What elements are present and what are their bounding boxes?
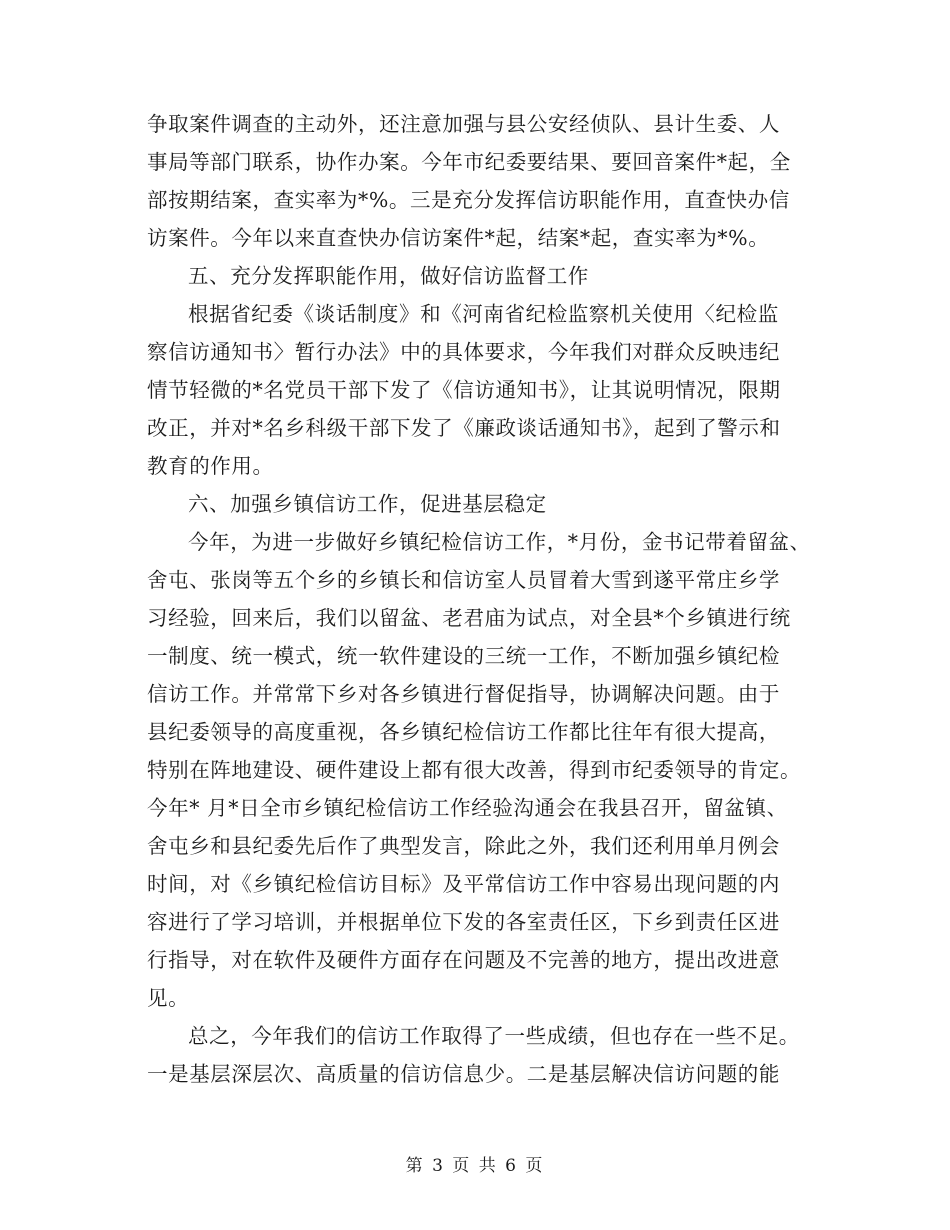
body-text-line: 行指导，对在软件及硬件方面存在问题及不完善的地方，提出改进意	[147, 948, 780, 972]
body-text-line: 根据省纪委《谈话制度》和《河南省纪检监察机关使用〈纪检监	[188, 302, 779, 326]
body-text-line: 察信访通知书〉暂行办法》中的具体要求，今年我们对群众反映违纪	[147, 340, 780, 364]
body-text-line: 情节轻微的*名党员干部下发了《信访通知书》，让其说明情况，限期	[147, 378, 781, 402]
section-heading: 五、充分发挥职能作用，做好信访监督工作	[188, 264, 589, 288]
body-text-line: 总之，今年我们的信访工作取得了一些成绩，但也存在一些不足。	[188, 1024, 800, 1048]
body-text-line: 舍屯、张岗等五个乡的乡镇长和信访室人员冒着大雪到遂平常庄乡学	[147, 568, 780, 592]
body-text-line: 一制度、统一模式，统一软件建设的三统一工作，不断加强乡镇纪检	[147, 644, 780, 668]
body-text-line: 时间，对《乡镇纪检信访目标》及平常信访工作中容易出现问题的内	[147, 872, 780, 896]
body-text-line: 容进行了学习培训，并根据单位下发的各室责任区，下乡到责任区进	[147, 910, 780, 934]
body-text-line: 习经验，回来后，我们以留盆、老君庙为试点，对全县*个乡镇进行统	[147, 606, 791, 630]
body-text-line: 争取案件调查的主动外，还注意加强与县公安经侦队、县计生委、人	[147, 112, 780, 136]
section-heading: 六、加强乡镇信访工作，促进基层稳定	[188, 492, 547, 516]
body-text-line: 改正，并对*名乡科级干部下发了《廉政谈话通知书》，起到了警示和	[147, 416, 781, 440]
body-text-line: 信访工作。并常常下乡对各乡镇进行督促指导，协调解决问题。由于	[147, 682, 780, 706]
body-text-line: 一是基层深层次、高质量的信访信息少。二是基层解决信访问题的能	[147, 1062, 780, 1086]
body-text-line: 事局等部门联系，协作办案。今年市纪委要结果、要回音案件*起，全	[147, 150, 791, 174]
body-text-line: 今年，为进一步做好乡镇纪检信访工作，*月份，金书记带着留盆、	[188, 530, 811, 554]
body-text-line: 部按期结案，查实率为*%。三是充分发挥信访职能作用，直查快办信	[147, 188, 790, 212]
body-text-line: 今年* 月*日全市乡镇纪检信访工作经验沟通会在我县召开，留盆镇、	[147, 796, 788, 820]
body-text-line: 访案件。今年以来直查快办信访案件*起，结案*起，查实率为*%。	[147, 226, 770, 250]
body-text-line: 舍屯乡和县纪委先后作了典型发言，除此之外，我们还利用单月例会	[147, 834, 780, 858]
body-text-line: 教育的作用。	[147, 454, 274, 478]
body-text-line: 见。	[147, 986, 190, 1010]
body-text-line: 县纪委领导的高度重视，各乡镇纪检信访工作都比往年有很大提高，	[147, 720, 780, 744]
page-number-footer: 第 3 页 共 6 页	[405, 1156, 545, 1176]
body-text-line: 特别在阵地建设、硬件建设上都有很大改善，得到市纪委领导的肯定。	[147, 758, 802, 782]
